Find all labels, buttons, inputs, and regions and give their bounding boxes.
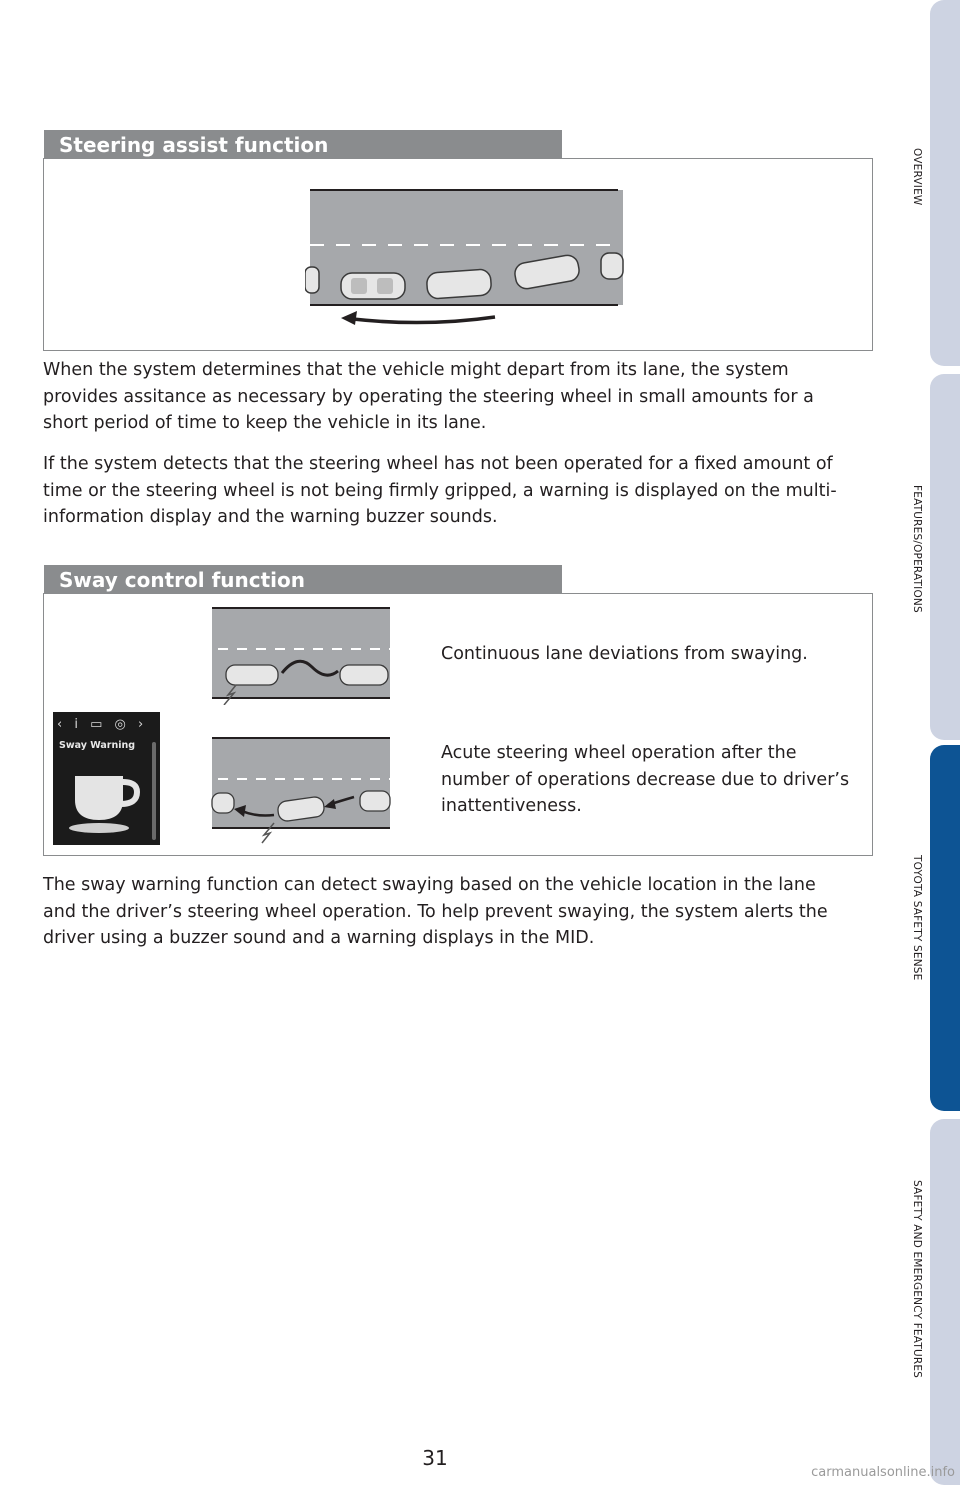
watermark: carmanualsonline.info [811, 1465, 955, 1480]
sway-control-header: Sway control function [44, 565, 562, 593]
page-number: 31 [422, 1446, 448, 1470]
steering-assist-illustration [305, 185, 635, 335]
side-tab-label-features-operations: FEATURES/OPERATIONS [911, 485, 923, 613]
coffee-cup-icon [65, 758, 145, 838]
mid-scrollbar [152, 742, 156, 840]
sway-acute-illustration [208, 735, 398, 845]
steering-assist-paragraph-1: When the system determines that the vehicle might depart from its lane, the system provides assitance as necessary by operating the steering wheel in small amounts for a short period of time to keep the vehicle in its lane. [43, 360, 814, 433]
side-tab-safety-emergency[interactable] [930, 1119, 960, 1485]
mid-sway-warning-label: Sway Warning [59, 740, 136, 751]
sway-continuous-illustration [208, 605, 398, 705]
side-tab-label-overview: OVERVIEW [911, 148, 923, 206]
sway-caption-continuous: Continuous lane deviations from swaying. [441, 644, 808, 664]
side-tab-label-safety-emergency: SAFETY AND EMERGENCY FEATURES [911, 1180, 923, 1379]
sway-caption-acute: Acute steering wheel operation after the number of operations decrease due to driver’s inattentiveness. [441, 743, 850, 816]
sway-control-paragraph: The sway warning function can detect swaying based on the vehicle location in the lane and the driver’s steering wheel operation. To help prevent swaying, the system alerts the driver using a buzzer sound and a warning displays in the MID. [43, 875, 828, 948]
mid-display [53, 712, 160, 845]
side-tab-overview[interactable] [930, 0, 960, 366]
steer-back-arrow [353, 317, 495, 323]
side-tab-features-operations[interactable] [930, 374, 960, 740]
side-tab-toyota-safety-sense[interactable] [930, 745, 960, 1111]
side-tab-label-toyota-safety-sense: TOYOTA SAFETY SENSE [911, 855, 923, 981]
steering-assist-header: Steering assist function [44, 130, 562, 158]
steering-assist-paragraph-2: If the system detects that the steering wheel has not been operated for a fixed amount of time or the steering wheel is not being firmly gripped, a warning is displayed on the multi-information display and the warning buzzer sounds. [43, 454, 837, 527]
mid-menu-icons: ‹ i ▭ ◎ › [57, 717, 148, 732]
